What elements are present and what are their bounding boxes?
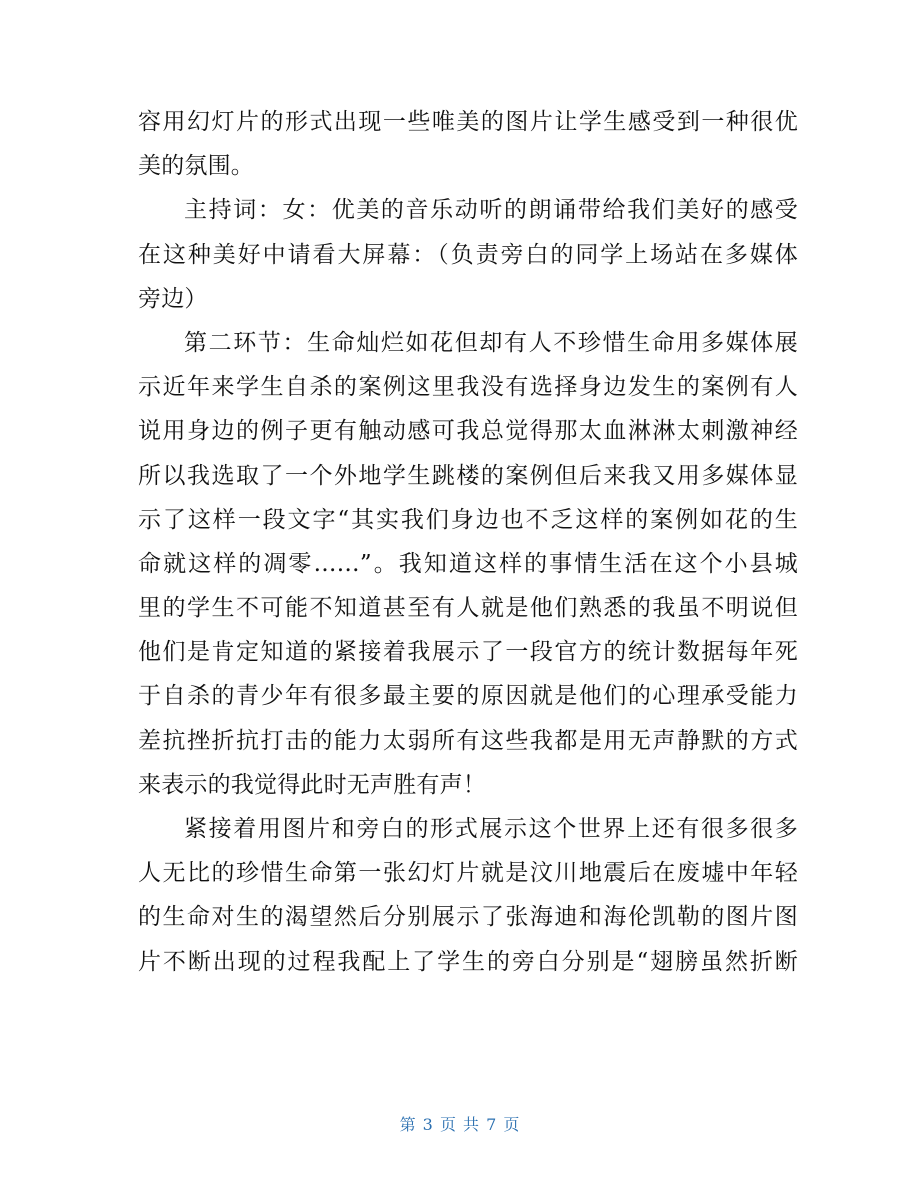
text-line: 主持词：女：优美的音乐动听的朗诵带给我们美好的感受: [184, 197, 798, 224]
paragraph-3: [138, 321, 798, 807]
text-line: 紧接着用图片和旁白的形式展示这个世界上还有很多很多: [184, 816, 798, 842]
text-line: 容用幻灯片的形式出现一些唯美的图片让学生感受到一种很优: [138, 109, 798, 135]
text-line: 差抗挫折抗打击的能力太弱所有这些我都是用无声静默的方式: [138, 727, 798, 754]
text-line: 美的氛围。: [138, 153, 254, 180]
text-line: 所以我选取了一个外地学生跳楼的案例但后来我又用多媒体显: [138, 462, 798, 489]
text-line: 片不断出现的过程我配上了学生的旁白分别是“翅膀虽然折断: [138, 948, 798, 975]
text-line: 里的学生不可能不知道甚至有人就是他们熟悉的我虽不明说但: [138, 595, 798, 622]
page-number-footer: 第 3 页 共 7 页: [399, 1115, 521, 1134]
text-line: 说用身边的例子更有触动感可我总觉得那太血淋淋太刺激神经: [138, 418, 798, 445]
text-line: 于自杀的青少年有很多最主要的原因就是他们的心理承受能力: [138, 683, 798, 710]
text-line: 人无比的珍惜生命第一张幻灯片就是汶川地震后在废墟中年轻: [138, 860, 798, 887]
paragraph-2: [138, 188, 798, 321]
text-line: 旁边）: [138, 285, 208, 312]
text-line: 第二环节：生命灿烂如花但却有人不珍惜生命用多媒体展: [184, 329, 798, 356]
text-line: 在这种美好中请看大屏幕：（负责旁白的同学上场站在多媒体: [138, 241, 798, 268]
paragraph-1: [138, 100, 798, 188]
text-line: 的生命对生的渴望然后分别展示了张海迪和海伦凯勒的图片图: [138, 904, 798, 931]
paragraph-4: [138, 807, 798, 984]
text-line: 命就这样的凋零……”。我知道这样的事情生活在这个小县城: [138, 550, 798, 577]
document-body: [138, 100, 798, 984]
text-line: 示近年来学生自杀的案例这里我没有选择身边发生的案例有人: [138, 374, 798, 401]
text-line: 他们是肯定知道的紧接着我展示了一段官方的统计数据每年死: [138, 639, 798, 666]
text-line: 来表示的我觉得此时无声胜有声！: [138, 771, 486, 798]
text-line: 示了这样一段文字“其实我们身边也不乏这样的案例如花的生: [138, 506, 798, 533]
